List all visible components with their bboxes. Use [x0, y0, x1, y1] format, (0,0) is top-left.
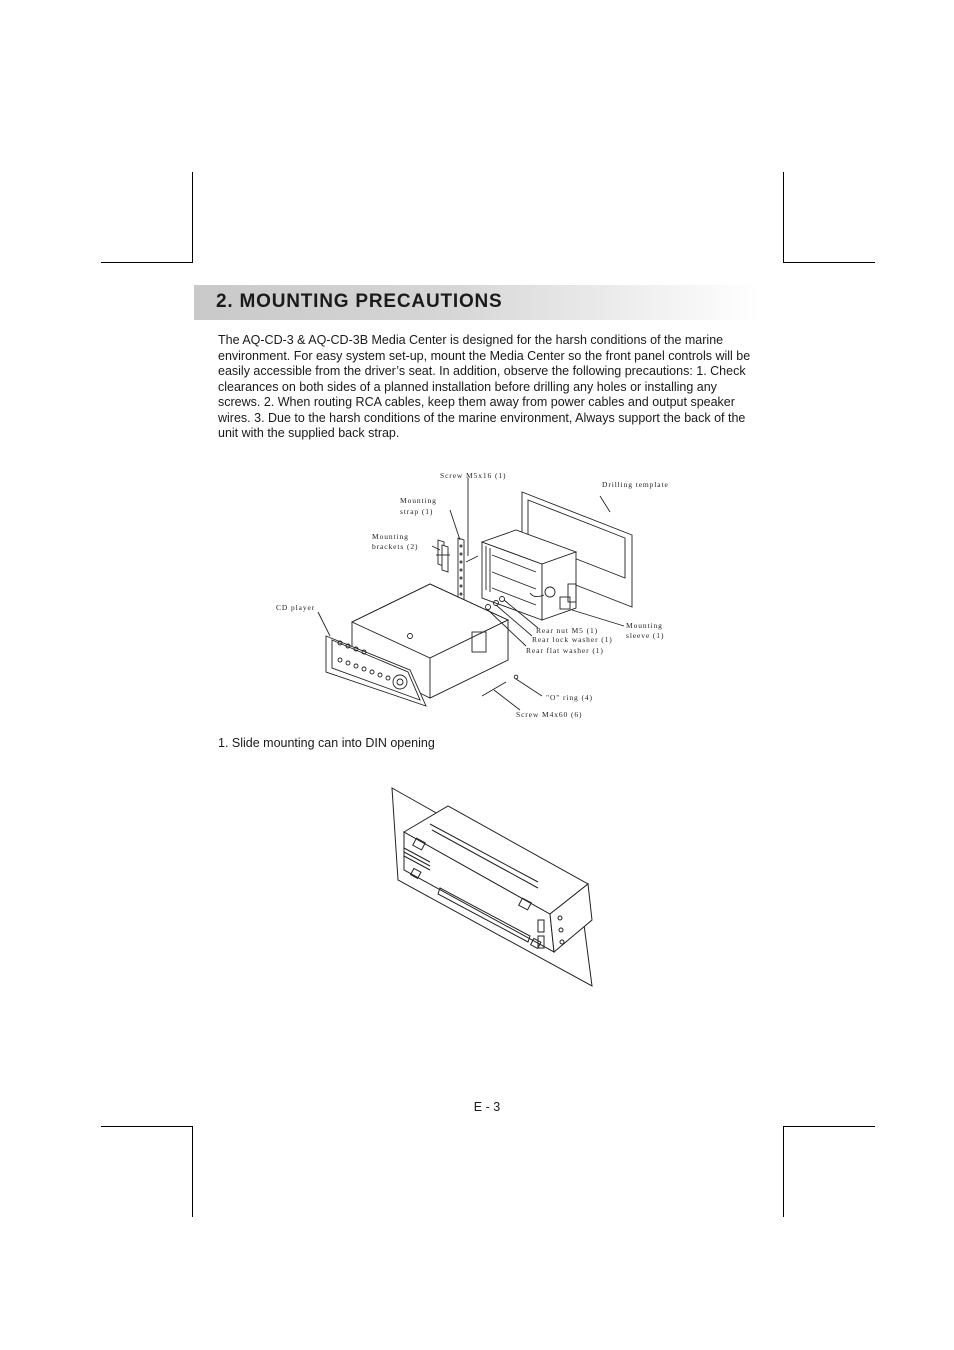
label-mounting-brackets-line1: Mounting	[372, 532, 409, 541]
label-mounting-sleeve-line2: sleeve (1)	[626, 631, 665, 640]
label-mounting-strap-line2: strap (1)	[400, 507, 434, 516]
intro-paragraph: The AQ-CD-3 & AQ-CD-3B Media Center is designed for the harsh conditions of the marine environment. For easy system set-up, mount the Media Center so the front panel controls will be easily accessible from the driver’s seat. In addition, observe the following precautions: 1. Check clearances on both sides of a planned installation before drilling any holes or installing any screws. 2. When routing RCA cables, keep them away from power cables and output speaker wires. 3. Due to the harsh conditions of the marine environment, Always support the back of the unit with the supplied back strap.	[218, 333, 751, 440]
label-mounting-sleeve-line1: Mounting	[626, 621, 663, 630]
label-mounting-strap-line1: Mounting	[400, 496, 437, 505]
label-screw-m4: Screw M4x60 (6)	[516, 710, 583, 719]
crop-mark-bottom-left-horizontal	[101, 1126, 193, 1127]
exploded-mounting-diagram	[260, 460, 700, 730]
page-number: E - 3	[473, 1100, 501, 1114]
label-rear-lock-washer: Rear lock washer (1)	[532, 635, 613, 644]
mounting-strap-illustration	[458, 538, 464, 602]
mounting-brackets-illustration	[436, 540, 450, 572]
label-screw-m5: Screw M5x16 (1)	[440, 471, 507, 480]
label-rear-nut: Rear nut M5 (1)	[536, 626, 599, 635]
label-cd-player: CD player	[276, 603, 316, 612]
crop-mark-top-left-horizontal	[101, 262, 193, 263]
step-1-caption: 1. Slide mounting can into DIN opening	[218, 736, 435, 750]
label-mounting-brackets-line2: brackets (2)	[372, 542, 419, 551]
label-o-ring: "O" ring (4)	[546, 693, 593, 702]
label-rear-flat-washer: Rear flat washer (1)	[526, 646, 604, 655]
crop-mark-bottom-right-horizontal	[783, 1126, 875, 1127]
crop-mark-top-left-vertical	[192, 172, 193, 263]
crop-mark-top-right-horizontal	[783, 262, 875, 263]
crop-mark-bottom-right-vertical	[783, 1126, 784, 1217]
crop-mark-top-right-vertical	[783, 172, 784, 263]
section-title: 2. MOUNTING PRECAUTIONS	[216, 291, 503, 312]
section-header-bar	[194, 285, 760, 320]
crop-mark-bottom-left-vertical	[192, 1126, 193, 1217]
cd-player-illustration	[326, 584, 508, 706]
label-drilling-template: Drilling template	[602, 480, 669, 489]
din-opening-diagram	[370, 770, 610, 1000]
